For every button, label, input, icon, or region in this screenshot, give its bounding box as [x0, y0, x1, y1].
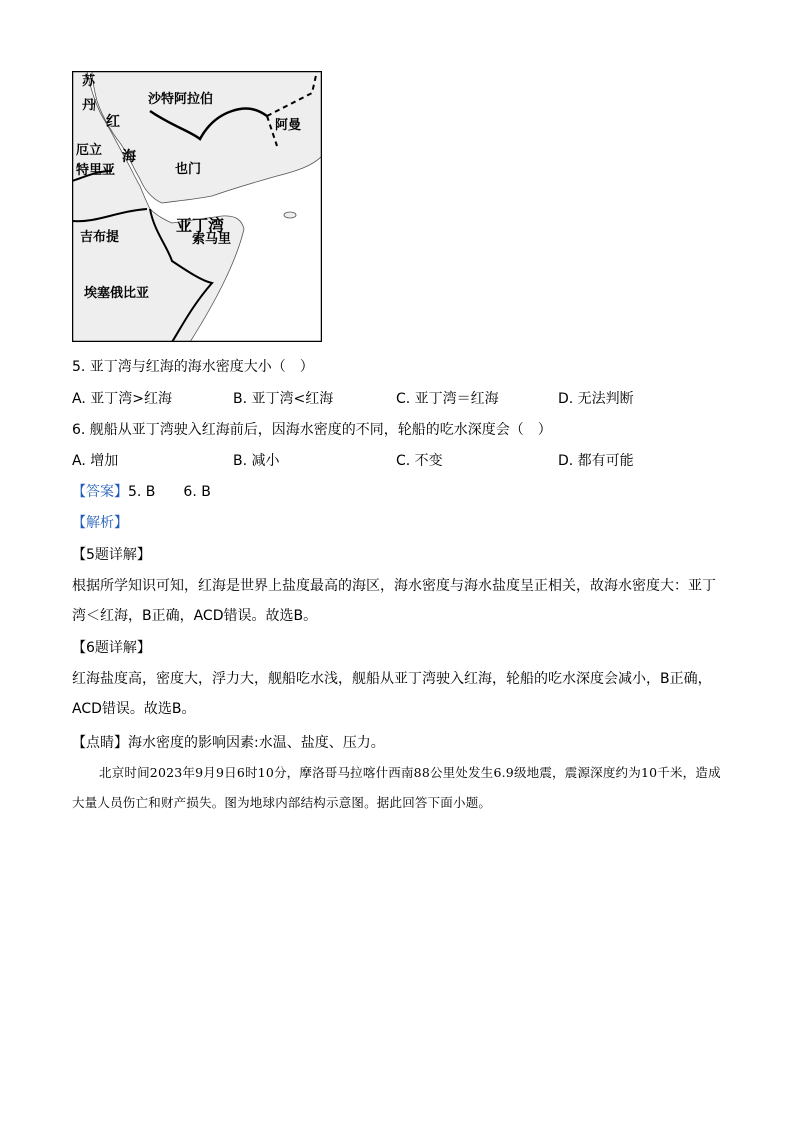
- map-label-eritrea-2: 特里亚: [76, 163, 116, 178]
- map-label-ethiopia: 埃塞俄比亚: [84, 286, 150, 301]
- map-label-sudan-2: 丹: [82, 98, 96, 113]
- next-material-text: 北京时间2023年9月9日6时10分，摩洛哥马拉喀什西南88公里处发生6.9级地震，震源深度约为10千米，造成大量人员伤亡和财产损失。图为地球内部结构示意图。据此回答下面小题。: [72, 765, 721, 810]
- question-6-stem: 6. 舰船从亚丁湾驶入红海前后，因海水密度的不同，轮船的吃水深度会（ ）: [72, 422, 552, 438]
- map-label-oman: 阿曼: [275, 118, 302, 133]
- answer-text: 5. B 6. B: [128, 484, 211, 500]
- map-figure: [72, 71, 322, 342]
- map-label-saudi: 沙特阿拉伯: [148, 92, 214, 107]
- analysis-tag: 【解析】: [72, 515, 128, 531]
- question-5-option-a[interactable]: A. 亚丁湾>红海: [72, 391, 172, 407]
- map-label-red-2: 海: [122, 149, 136, 165]
- key-point-text: 海水密度的影响因素:水温、盐度、压力。: [128, 735, 385, 751]
- key-point-tag: 【点睛】: [72, 735, 128, 751]
- q5-detail-text: 根据所学知识可知，红海是世界上盐度最高的海区，海水密度与海水盐度呈正相关，故海水密度大：亚丁湾＜红海，B正确，ACD错误。故选B。: [72, 578, 716, 624]
- question-5-stem: 5. 亚丁湾与红海的海水密度大小（ ）: [72, 359, 314, 375]
- question-5-option-c[interactable]: C. 亚丁湾＝红海: [396, 391, 499, 407]
- question-6-option-b[interactable]: B. 减小: [233, 453, 280, 469]
- map-label-somalia: 索马里: [192, 232, 232, 247]
- question-6-option-a[interactable]: A. 增加: [72, 453, 119, 469]
- map-label-gulf-of-aden: 亚丁湾: [176, 216, 225, 235]
- map-label-yemen: 也门: [175, 162, 202, 177]
- map-label-red-1: 红: [106, 114, 120, 130]
- question-6-option-c[interactable]: C. 不变: [396, 453, 443, 469]
- map-label-djibouti: 吉布提: [80, 230, 120, 245]
- answer-tag: 【答案】: [72, 484, 128, 500]
- question-5-option-b[interactable]: B. 亚丁湾<红海: [233, 391, 334, 407]
- q5-detail-tag: 【5题详解】: [72, 547, 151, 563]
- socotra-island: [284, 212, 296, 218]
- map-label-eritrea-1: 厄立: [76, 143, 103, 158]
- q6-detail-text: 红海盐度高，密度大，浮力大，舰船吃水浅，舰船从亚丁湾驶入红海，轮船的吃水深度会减小，B正确，ACD错误。故选B。: [72, 671, 712, 717]
- question-5-option-d[interactable]: D. 无法判断: [558, 391, 634, 407]
- question-6-option-d[interactable]: D. 都有可能: [558, 453, 634, 469]
- key-point-line: [72, 733, 385, 753]
- q6-detail-tag: 【6题详解】: [72, 640, 151, 656]
- map-label-sudan-1: 苏: [82, 74, 96, 89]
- map-svg: [72, 71, 322, 342]
- answer-line: [72, 482, 211, 502]
